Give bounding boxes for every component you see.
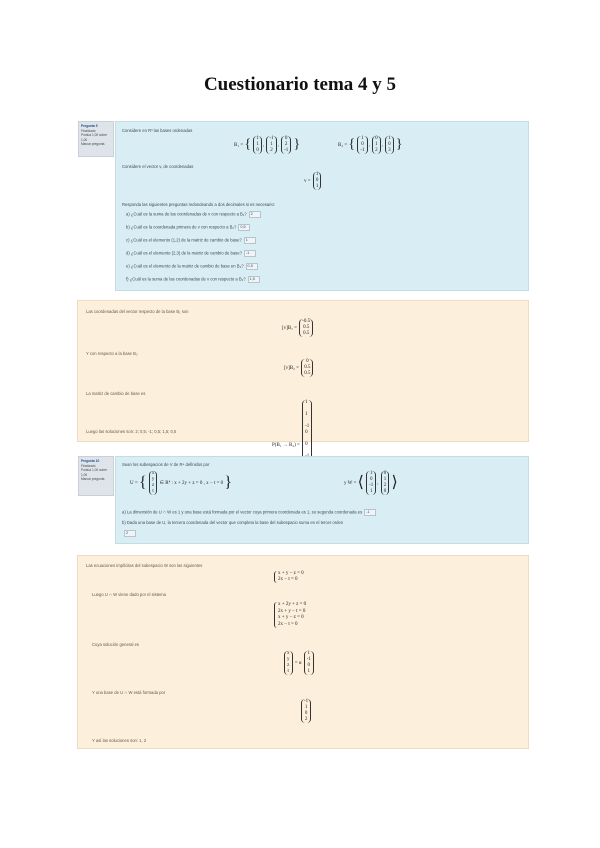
vector-label: [v]B₂ = xyxy=(284,366,299,372)
subspace-w: y W = ⟨ 1 0 -1 1 , 0 1 2 0 ⟩ xyxy=(344,471,398,494)
system: x + y − z = 0 2x − t = 0 xyxy=(274,571,304,583)
basis-b1: B₁ = { 1 1 0 , -1 1 2 , 0 2 -1 } xyxy=(234,136,301,153)
question-box xyxy=(115,456,529,544)
general-solution xyxy=(283,651,315,675)
basis-b2-label: B₂ = xyxy=(338,143,348,149)
question-item: c) ¿Cuál es el elemento (1,2) de la matriz de cambio de base? 1 xyxy=(126,237,256,244)
feedback-text: Luego las soluciones son: 2; 0,5; -1; 0,5; 1,5; 0,5 xyxy=(86,429,177,434)
question-item: b) ¿Cuál es la coordenada primera de v con respecto a B₂? 0,5 xyxy=(126,224,250,231)
question-box xyxy=(115,121,529,291)
matrix: -1 1 2 xyxy=(266,136,276,154)
matrix: x y z t xyxy=(284,651,293,675)
feedback-text: Las ecuaciones implícitas del subespacio W son las siguientes xyxy=(86,563,203,568)
feedback-box xyxy=(77,555,529,749)
subspace-condition: ∈ R⁴ : x + 2y + z = 0 , x − t = 0 xyxy=(159,481,224,487)
answer-field[interactable]: -1 xyxy=(244,250,256,257)
matrix: 1 0 3 xyxy=(385,136,394,154)
matrix: 0 2 -1 xyxy=(281,136,291,154)
question-state: Finalizado xyxy=(81,128,96,133)
question-score: Puntúa 1,00 sobre 1,00 xyxy=(81,133,108,142)
subspace-label: y W = xyxy=(344,481,357,487)
question-info xyxy=(78,456,114,496)
flag-question-link[interactable]: Marcar pregunta xyxy=(81,477,105,482)
matrix: -0.5 0.5 0.5 xyxy=(299,319,313,337)
vector-intro: Considere el vector v, de coordenadas xyxy=(122,164,194,169)
feedback-box xyxy=(77,300,529,449)
question-number: Pregunta 5 xyxy=(81,124,98,128)
answer-field[interactable]: 0,5 xyxy=(246,263,258,270)
basis-b2: B₂ = { 1 0 -1 , 0 1 2 , 1 0 3 } xyxy=(338,136,403,153)
equation-system xyxy=(274,602,306,628)
answer-field[interactable]: 2 xyxy=(249,211,261,218)
subspace-label: U = xyxy=(130,481,138,487)
vector-v-label: v = xyxy=(304,179,311,185)
vector-v-b2 xyxy=(284,359,314,377)
question-info xyxy=(78,121,114,157)
question-intro: Sean los subespacios de V de R⁴ definidos por xyxy=(122,462,210,467)
equation-system xyxy=(274,571,304,583)
feedback-text: Y con respecto a la base B₂ xyxy=(86,351,138,356)
matrix: 0 1 2 0 xyxy=(381,471,390,495)
question-score: Puntúa 1,00 sobre 1,00 xyxy=(81,468,108,477)
feedback-text: Las coordenadas del vector respecto de la base B₁ son xyxy=(86,309,189,314)
vector-v xyxy=(304,172,322,190)
matrix: 0 1 2 xyxy=(372,136,381,154)
subspace-u: U = { x y z t ∈ R⁴ : x + 2y + z = 0 , x − t = 0 } xyxy=(130,471,233,494)
matrix: 0 0.5 0.5 xyxy=(301,359,313,377)
question-item: a) ¿Cuál es la suma de las coordenadas de v con respecto a B₁? 2 xyxy=(126,211,261,218)
matrix: x y z t xyxy=(149,471,158,495)
system: x + 2y + z = 0 2x + y − t = 0 x + y − z = 0 2x − t = 0 xyxy=(274,602,306,628)
matrix: -1 1 0 2 xyxy=(301,699,311,723)
question-state: Finalizado xyxy=(81,463,96,468)
question-item: a) La dimensión de U ∩ W es 1 y una base está formada por el vector cuya primera coordenada es 1, su segunda coordenada es -1 xyxy=(122,509,376,516)
question-prompt: Responda las siguientes preguntas redondeando a dos decimales si es necesario: xyxy=(122,202,275,207)
question-number: Pregunta 10 xyxy=(81,459,100,463)
question-item: d) ¿Cuál es el elemento (2,3) de la matriz de cambio de base? -1 xyxy=(126,250,256,257)
page-title: Cuestionario tema 4 y 5 xyxy=(203,74,397,95)
answer-field[interactable]: 0,5 xyxy=(238,224,250,231)
matrix: 1 0 -1 xyxy=(357,136,367,154)
matrix: 1 1 -1 0 0 xyxy=(302,400,312,490)
answer-field[interactable]: 1,5 xyxy=(248,276,260,283)
question-intro: Considere en R³ las bases ordenadas xyxy=(122,128,193,133)
question-item: f) ¿Cuál es la suma de las coordenadas de v con respecto a B₂? 1,5 xyxy=(126,276,260,283)
vector-v-b1 xyxy=(282,319,314,337)
vector-label: [v]B₁ = xyxy=(282,326,297,332)
question-item: e) ¿Cuál es el elemento de la matriz de cambio de base en B₂? 0,5 xyxy=(126,263,258,270)
flag-question-link[interactable]: Marcar pregunta xyxy=(81,142,105,147)
matrix: 1 1 0 xyxy=(253,136,262,154)
answer-field[interactable]: -1 xyxy=(364,509,376,516)
feedback-text: Luego U ∩ W viene dado por el sistema xyxy=(92,592,167,597)
matrix: 1 0 1 xyxy=(313,172,322,190)
feedback-text: Y así las soluciones son: 1, 2 xyxy=(92,738,147,743)
basis-vector xyxy=(300,699,312,723)
feedback-text: Cuya solución general es xyxy=(92,642,140,647)
answer-field[interactable]: 2 xyxy=(124,530,136,537)
feedback-text: La matriz de cambio de base es xyxy=(86,391,146,396)
matrix-label: P(B₁ → B₂) = xyxy=(272,443,300,449)
question-item: b) Dada una base de U, la tercera coordenada del vector que completa la base del subespacio suma en el tercer orden xyxy=(122,520,344,525)
matrix: 1 0 -1 1 xyxy=(366,471,376,495)
question-item xyxy=(122,530,136,537)
answer-field[interactable]: 1 xyxy=(244,237,256,244)
basis-b1-label: B₁ = xyxy=(234,143,244,149)
equals-alpha: = α xyxy=(294,661,302,667)
feedback-text: Y una base de U ∩ W está formada por xyxy=(92,690,166,695)
matrix: 1 -1 0 1 xyxy=(304,651,314,675)
